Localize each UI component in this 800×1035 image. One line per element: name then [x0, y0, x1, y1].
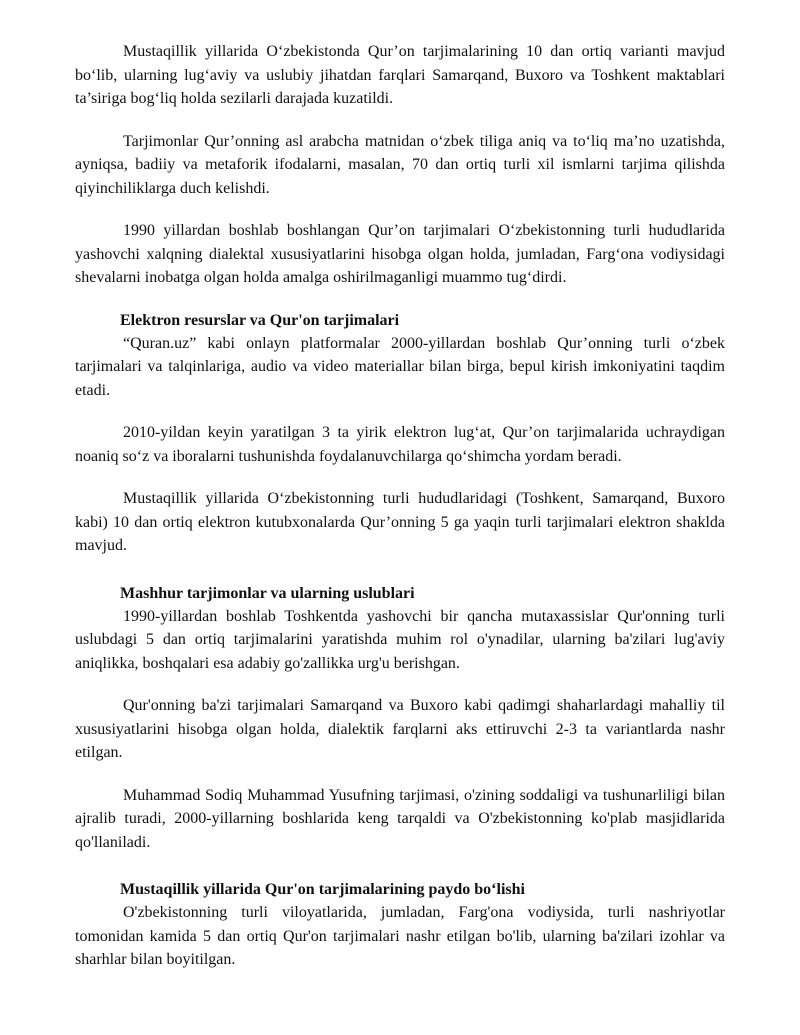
- famous-translators-paragraph-2: Qur'onning ba'zi tarjimalari Samarqand va Buxoro kabi qadimgi shaharlardagi mahalliy til xususiyatlarini hisobga olgan holda, dialektik farqlarni aks ettiruvchi 2-3 ta variantlarda nashr etilgan.: [75, 697, 725, 761]
- famous-translators-paragraph-3: Muhammad Sodiq Muhammad Yusufning tarjimasi, o'zining soddaligi va tushunarliligi bilan ajralib turadi, 2000-yillarning boshlarida keng tarqaldi va O'zbekistonning ko'plab masjidlarida qo'llaniladi.: [75, 786, 725, 851]
- intro-paragraph-2: Tarjimonlar Qur’onning asl arabcha matnidan o‘zbek tiliga aniq va to‘liq ma’no uzatishda, ayniqsa, badiiy va metaforik ifodalarni, masalan, 70 dan ortiq turli xil ismlarni tarjima qilishda qiyinchiliklarga duch kelishdi.: [75, 132, 725, 197]
- section-heading-electronic-resources: Elektron resurslar va Qur'on tarjimalari: [120, 311, 400, 329]
- section-heading-translations-emergence: Mustaqillik yillarida Qur'on tarjimalarining paydo bo‘lishi: [120, 881, 525, 898]
- electronic-resources-paragraph-1: “Quran.uz” kabi onlayn platformalar 2000-yillardan boshlab Qur’onning turli o‘zbek tarjimalari va talqinlariga, audio va video materiallar bilan birga, bepul kirish imkoniyatini taqdim etadi.: [75, 334, 725, 399]
- electronic-resources-paragraph-3: Mustaqillik yillarida O‘zbekistonning turli hududlaridagi (Toshkent, Samarqand, Buxoro kabi) 10 dan ortiq elektron kutubxonalarda Qur’onning 5 ga yaqin turli tarjimalari elektron shaklda mavjud.: [75, 490, 725, 554]
- intro-paragraph-3: 1990 yillardan boshlab boshlangan Qur’on tarjimalari O‘zbekistonning turli hududlarida yashovchi xalqning dialektal xususiyatlarini hisobga olgan holda, jumladan, Farg‘ona vodiysidagi shevalarni inobatga olgan holda amalga oshirilmaganligi muammo tug‘dirdi.: [75, 222, 725, 286]
- translations-emergence-paragraph-1: O'zbekistonning turli viloyatlarida, jumladan, Farg'ona vodiysida, turli nashriyotlar tomonidan kamida 5 dan ortiq Qur'on tarjimalari nashr etilgan bo'lib, ularning ba'zilari izohlar va sharhlar bilan boyitilgan.: [75, 904, 725, 968]
- famous-translators-paragraph-1: 1990-yillardan boshlab Toshkentda yashovchi bir qancha mutaxassislar Qur'onning turli uslubdagi 5 dan ortiq tarjimalarini yaratishda muhim rol o'ynadilar, ularning ba'zilari lug'aviy aniqlikka, boshqalari esa adabiy go'zallikka urg'u berishgan.: [75, 607, 725, 672]
- intro-paragraph-1: Mustaqillik yillarida O‘zbekistonda Qur’on tarjimalarining 10 dan ortiq varianti mavjud bo‘lib, ularning lug‘aviy va uslubiy jihatdan farqlari Samarqand, Buxoro va Toshkent maktablari ta’siriga bog‘liq holda sezilarli darajada kuzatildi.: [75, 43, 725, 107]
- electronic-resources-paragraph-2: 2010-yildan keyin yaratilgan 3 ta yirik elektron lug‘at, Qur’on tarjimalarida uchraydigan noaniq so‘z va iboralarni tushunishda foydalanuvchilarga qo‘shimcha yordam beradi.: [75, 424, 725, 465]
- section-heading-famous-translators: Mashhur tarjimonlar va ularning uslublari: [120, 584, 415, 602]
